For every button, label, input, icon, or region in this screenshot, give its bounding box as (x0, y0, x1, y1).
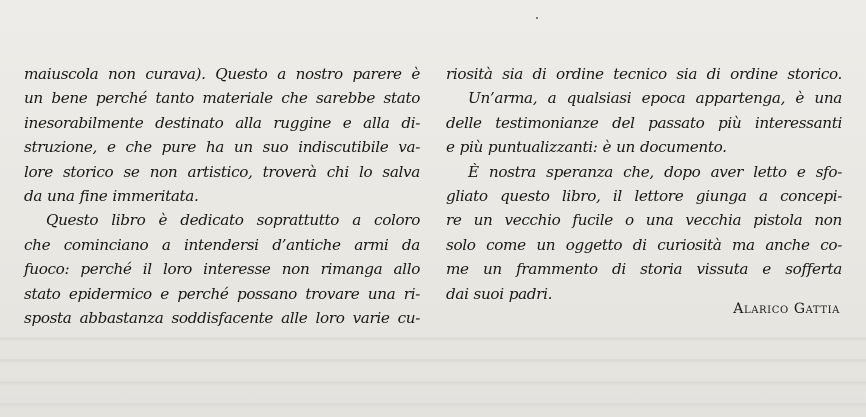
text-line: struzione, e che pure ha un suo indiscutibile va- (24, 138, 420, 157)
text-line: inesorabilmente destinato alla ruggine e alla di- (24, 113, 420, 132)
right-column (446, 62, 842, 306)
left-column (24, 62, 420, 330)
text-line: solo come un oggetto di curiosità ma anche co- (446, 235, 842, 254)
text-line: re un vecchio fucile o una vecchia pistola non (446, 211, 842, 230)
text-line: delle testimonianze del passato più interessanti (446, 113, 842, 132)
text-line: È nostra speranza che, dopo aver letto e sfo- (468, 162, 842, 181)
text-line: da una fine immeritata. (24, 187, 199, 206)
text-line: me un frammento di storia vissuta e sofferta (446, 260, 842, 279)
text-line: e più puntualizzanti: è un documento. (446, 138, 727, 157)
text-line: riosità sia di ordine tecnico sia di ordine storico. (446, 65, 842, 83)
text-line: dai suoi padri. (446, 284, 553, 303)
text-line: stato epidermico e perché possano trovare una ri- (24, 284, 420, 303)
text-line: maiuscola non curava). Questo a nostro parere è (24, 65, 420, 83)
text-line: Un’arma, a qualsiasi epoca appartenga, è una (468, 89, 842, 108)
speck (536, 17, 538, 19)
text-line: che cominciano a intendersi d’antiche armi da (24, 235, 420, 254)
author-signature: Alarico Gattia (733, 301, 840, 317)
text-line: lore storico se non artistico, troverà chi lo salva (24, 162, 420, 181)
text-line: fuoco: perché il loro interesse non rimanga allo (24, 260, 420, 279)
text-line: sposta abbastanza soddisfacente alle loro varie cu- (24, 309, 420, 328)
text-line: Questo libro è dedicato soprattutto a coloro (46, 211, 420, 230)
text-line: gliato questo libro, il lettore giunga a concepi- (446, 187, 842, 206)
text-line: un bene perché tanto materiale che sarebbe stato (24, 89, 420, 108)
show-through-text (0, 320, 866, 417)
